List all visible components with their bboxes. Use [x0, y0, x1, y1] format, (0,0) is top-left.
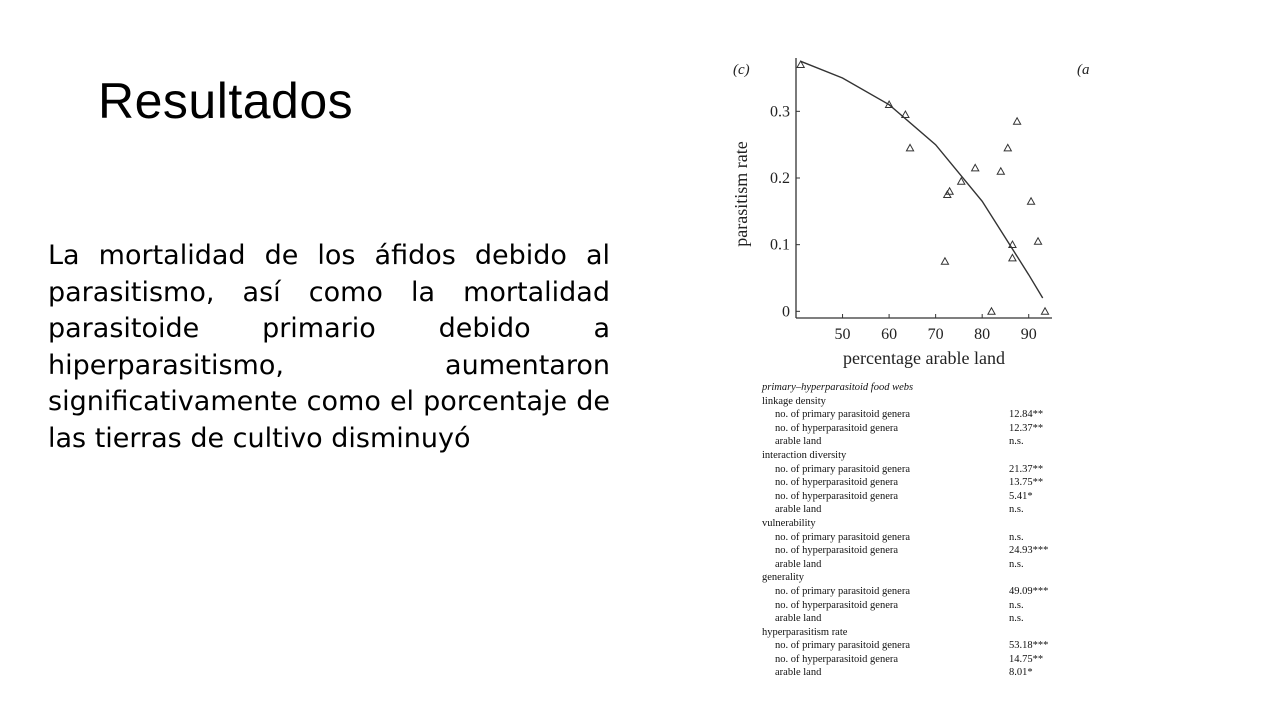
table-row-label: arable land: [775, 558, 822, 570]
table-row-label: no. of hyperparasitoid genera: [775, 599, 899, 611]
table-value: n.s.: [1009, 504, 1024, 516]
table-group-header: [762, 395, 913, 409]
table-group-header-label: interaction diversity: [762, 449, 847, 461]
table-row-label: no. of primary parasitoid genera: [775, 409, 910, 421]
table-row-label: no. of hyperparasitoid genera: [775, 490, 899, 502]
table-row: [762, 612, 1024, 626]
table-row: [762, 639, 1049, 653]
table-row: [762, 463, 1044, 477]
table-row: [762, 490, 1033, 504]
table-row-label: no. of primary parasitoid genera: [775, 640, 910, 652]
table-row: [762, 476, 1044, 490]
table-value: 12.84**: [1009, 409, 1044, 421]
stats-table: [762, 381, 1049, 680]
table-row: [762, 503, 1024, 517]
table-value: 53.18***: [1009, 640, 1049, 652]
data-point: [906, 144, 913, 150]
data-point: [1027, 198, 1034, 204]
table-value: 12.37**: [1009, 422, 1044, 434]
data-point: [1034, 238, 1041, 244]
table-value: 8.01*: [1009, 667, 1033, 679]
table-value: n.s.: [1009, 436, 1024, 448]
table-group-header-label: generality: [762, 572, 804, 584]
data-point: [1013, 118, 1020, 124]
data-point: [988, 308, 995, 314]
data-point: [1009, 254, 1016, 260]
table-row: [762, 531, 1024, 545]
table-value: 24.93***: [1009, 545, 1049, 557]
table-row: [762, 585, 1049, 599]
table-value: 13.75**: [1009, 477, 1044, 489]
table-value: n.s.: [1009, 599, 1024, 611]
data-point: [972, 164, 979, 170]
table-row: [762, 599, 1024, 613]
table-row-label: no. of primary parasitoid genera: [775, 463, 910, 475]
table-row: [762, 558, 1024, 572]
table-value: 5.41*: [1009, 490, 1033, 502]
table-group-header-label: hyperparasitism rate: [762, 626, 848, 638]
x-axis-label: percentage arable land: [843, 348, 1005, 368]
data-point: [997, 168, 1004, 174]
x-tick-label: 90: [1020, 326, 1037, 343]
data-point: [941, 258, 948, 264]
table-row-label: no. of hyperparasitoid genera: [775, 653, 899, 665]
x-tick-label: 50: [834, 326, 851, 343]
fit-curve: [801, 61, 1043, 298]
x-tick-label: 70: [927, 326, 944, 343]
table-row: [762, 422, 1044, 436]
table-group-header: [762, 517, 913, 531]
table-caption-label: primary–hyperparasitoid food webs: [762, 382, 914, 393]
scatter-chart: [725, 50, 1093, 380]
table-row-label: arable land: [775, 613, 822, 625]
table-row-label: arable land: [775, 667, 822, 679]
table-group-header-label: linkage density: [762, 395, 826, 407]
table-value: 21.37**: [1009, 463, 1044, 475]
table-value: n.s.: [1009, 558, 1024, 570]
table-row: [762, 653, 1044, 667]
slide-body-text: La mortalidad de los áfidos debido al parasitismo, así como la mortalidad parasitoide primario debido a hiperparasitismo, aumentaron significativamente como el porcentaje de las tierras de cultivo disminuyó: [48, 240, 610, 454]
data-point: [1041, 308, 1048, 314]
table-row: [762, 544, 1049, 558]
table-value: 49.09***: [1009, 585, 1049, 597]
table-group-header: [762, 449, 913, 463]
table-row: [762, 666, 1033, 680]
table-group-header: [762, 626, 913, 640]
table-group-header-label: vulnerability: [762, 517, 816, 529]
panel-label: (c): [733, 62, 750, 78]
x-tick-label: 80: [974, 326, 991, 343]
y-tick-label: 0.2: [770, 170, 790, 187]
table-row: [762, 408, 1044, 422]
table-row-label: no. of hyperparasitoid genera: [775, 422, 899, 434]
slide-title: Resultados: [98, 73, 354, 129]
table-group-header: [762, 571, 913, 585]
table-row-label: no. of hyperparasitoid genera: [775, 545, 899, 557]
data-point: [902, 111, 909, 117]
table-row-label: arable land: [775, 504, 822, 516]
table-row-label: no. of primary parasitoid genera: [775, 531, 910, 543]
table-row-label: no. of primary parasitoid genera: [775, 585, 910, 597]
table-row-label: arable land: [775, 436, 822, 448]
y-tick-label: 0: [782, 303, 790, 321]
panel-label-next: (a: [1077, 62, 1090, 78]
table-caption: [762, 381, 913, 395]
y-axis-label: parasitism rate: [731, 141, 751, 247]
data-point: [1004, 144, 1011, 150]
y-tick-label: 0.3: [770, 103, 790, 121]
y-tick-label: 0.1: [770, 236, 790, 254]
table-value: n.s.: [1009, 613, 1024, 625]
table-value: n.s.: [1009, 531, 1024, 543]
table-row-label: no. of hyperparasitoid genera: [775, 477, 899, 489]
x-tick-label: 60: [881, 326, 898, 343]
table-row: [762, 435, 1024, 449]
table-value: 14.75**: [1009, 653, 1044, 665]
